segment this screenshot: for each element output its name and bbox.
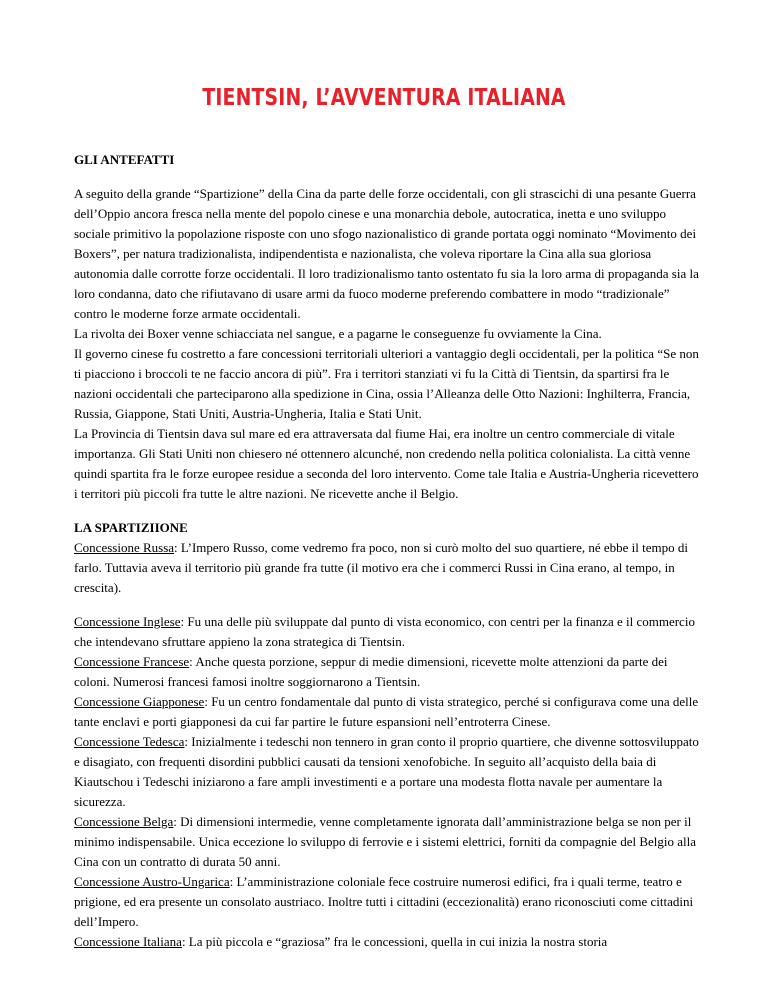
concession-entry <box>74 732 702 812</box>
concession-text: : L’amministrazione coloniale fece costruire numerosi edifici, fra i quali terme, teatro e prigione, ed era presente un consolato austriaco. Inoltre tutti i cittadini (eccezionalità) erano riconosciuti come cittadini dell’Impero. <box>74 874 694 929</box>
section-heading-spartizione: LA SPARTIZIIONE <box>74 520 188 535</box>
concession-label: Concessione Inglese <box>74 614 181 629</box>
concession-entry <box>74 538 702 598</box>
concession-text: : Fu una delle più sviluppate dal punto di vista economico, con centri per la finanza e il commercio che intendevano sfruttare appieno la zona strategica di Tientsin. <box>74 614 695 649</box>
concession-label: Concessione Russa <box>74 540 175 555</box>
concession-text: : Di dimensioni intermedie, venne completamente ignorata dall’amministrazione belga se non per il minimo indispensabile. Unica eccezione lo sviluppo di ferrovie e i sistemi elettrici, forniti da compagnie del Belgio alla Cina con un contratto di durata 50 anni. <box>74 814 697 869</box>
paragraph: Il governo cinese fu costretto a fare concessioni territoriali ulteriori a vantaggio degli occidentali, per la politica “Se non ti piacciono i broccoli te ne faccio ancora di più”. Fra i territori stanziati vi fu la Città di Tientsin, da spartirsi fra le nazioni occidentali che parteciparono alla spedizione in Cina, ossia l’Alleanza delle Otto Nazioni: Inghilterra, Francia, Russia, Giappone, Stati Uniti, Austria-Ungheria, Italia e Stati Unit. <box>74 346 699 421</box>
paragraph: La Provincia di Tientsin dava sul mare ed era attraversata dal fiume Hai, era inoltre un centro commerciale di vitale importanza. Gli Stati Uniti non chiesero né ottennero alcunché, non credendo nella politica colonialista. La città venne quindi spartita fra le forze europee residue a seconda del loro intervento. Come tale Italia e Austria-Ungheria ricevettero i territori più piccoli fra tutte le altre nazioni. Ne ricevette anche il Belgio. <box>74 426 699 501</box>
concession-entry <box>74 612 702 652</box>
concession-label: Concessione Tedesca <box>74 734 185 749</box>
section-heading-antefatti: GLI ANTEFATTI <box>74 152 175 167</box>
document-title: TIENTSIN, L’AVVENTURA ITALIANA <box>202 85 566 111</box>
concession-entry <box>74 652 702 692</box>
concession-entry <box>74 692 702 732</box>
concession-label: Concessione Francese <box>74 654 190 669</box>
concession-text: : La più piccola e “graziosa” fra le concessioni, quella in cui inizia la nostra storia <box>181 934 608 949</box>
paragraph: La rivolta dei Boxer venne schiacciata nel sangue, e a pagarne le conseguenze fu ovviamente la Cina. <box>74 326 602 341</box>
concession-label: Concessione Austro-Ungarica <box>74 874 230 889</box>
concession-text: : L’Impero Russo, come vedremo fra poco, non si curò molto del suo quartiere, né ebbe il tempo di farlo. Tuttavia aveva il territorio più grande fra tutte (il motivo era che i commerci Russi in Cina erano, al tempo, in crescita). <box>74 540 689 595</box>
concession-label: Concessione Giapponese <box>74 694 205 709</box>
concession-text: : Anche questa porzione, seppur di medie dimensioni, ricevette molte attenzioni da parte dei coloni. Numerosi francesi famosi inoltre soggiornarono a Tientsin. <box>74 654 668 689</box>
concession-text: : Inizialmente i tedeschi non tennero in gran conto il proprio quartiere, che divenne sottosviluppato e disagiato, con frequenti disordini pubblici causati da tensioni xenofobiche. In seguito all’acquisto della baia di Kiautschou i Tedeschi iniziarono a fare ampli investimenti e a portare una modesta flotta navale per aumentare la sicurezza. <box>74 734 699 809</box>
concession-label: Concessione Belga <box>74 814 174 829</box>
concession-entry <box>74 932 702 952</box>
paragraph: A seguito della grande “Spartizione” della Cina da parte delle forze occidentali, con gli strascichi di una pesante Guerra dell’Oppio ancora fresca nella mente del popolo cinese e una monarchia debole, autocratica, inetta e uno sviluppo sociale primitivo la popolazione risposte con uno sfogo nazionalistico di grande portata oggi nominato “Movimento dei Boxers”, per natura tradizionalista, indipendentista e nazionalista, che voleva riportare la Cina alla sua gloriosa autonomia dalle corrotte forze occidentali. Il loro tradizionalismo tanto ostentato fu sia la loro arma di propaganda sia la loro condanna, dato che rifiutavano di usare armi da fuoco moderne preferendo combattere in modo “tradizionale” contro le moderne forze armate occidentali. <box>74 186 699 321</box>
concession-entry <box>74 872 702 932</box>
document-body <box>74 150 702 952</box>
concession-label: Concessione Italiana <box>74 934 182 949</box>
concession-text: : Fu un centro fondamentale dal punto di vista strategico, perché si configurava come una delle tante enclavi e porti giapponesi da cui far partire le future espansioni nell’entroterra Cinese. <box>74 694 699 729</box>
concession-entry <box>74 812 702 872</box>
